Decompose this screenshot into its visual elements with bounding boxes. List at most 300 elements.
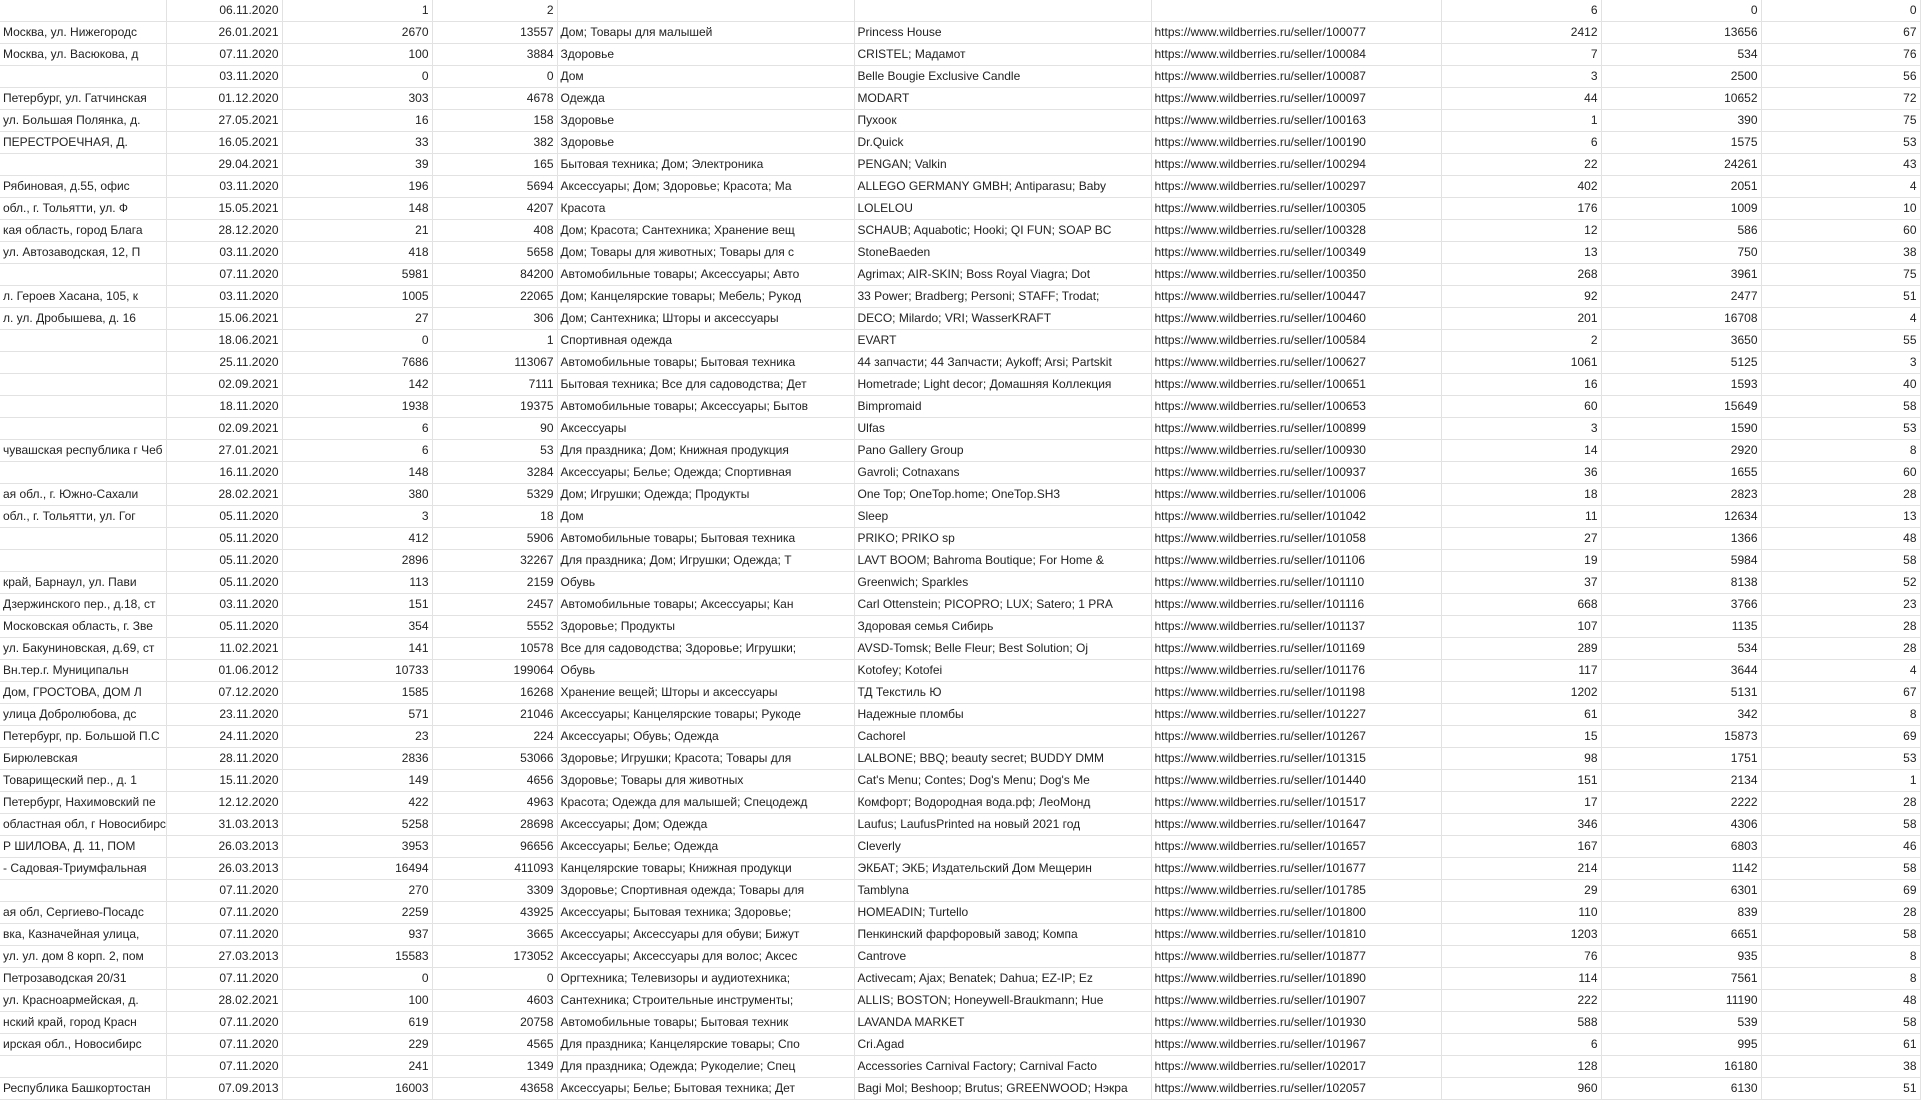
cell-count-a[interactable]: 354: [282, 616, 432, 638]
cell-date[interactable]: 25.11.2020: [166, 352, 282, 374]
cell-brands[interactable]: Sleep: [854, 506, 1151, 528]
cell-metric-2[interactable]: 5131: [1601, 682, 1761, 704]
cell-count-a[interactable]: 1005: [282, 286, 432, 308]
cell-count-b[interactable]: 1: [432, 330, 557, 352]
cell-seller-url[interactable]: https://www.wildberries.ru/seller/101907: [1151, 990, 1441, 1012]
cell-seller-url[interactable]: https://www.wildberries.ru/seller/101517: [1151, 792, 1441, 814]
cell-metric-2[interactable]: 5984: [1601, 550, 1761, 572]
cell-categories[interactable]: Для праздника; Дом; Игрушки; Одежда; Т: [557, 550, 854, 572]
cell-brands[interactable]: LAVANDA MARKET: [854, 1012, 1151, 1034]
cell-seller-url[interactable]: https://www.wildberries.ru/seller/102057: [1151, 1078, 1441, 1100]
cell-metric-1[interactable]: 402: [1441, 176, 1601, 198]
cell-metric-2[interactable]: 13656: [1601, 22, 1761, 44]
cell-categories[interactable]: Дом: [557, 66, 854, 88]
cell-seller-url[interactable]: https://www.wildberries.ru/seller/100294: [1151, 154, 1441, 176]
cell-address[interactable]: Р ШИЛОВА, Д. 11, ПОМ: [0, 836, 166, 858]
cell-metric-3[interactable]: 58: [1761, 550, 1920, 572]
cell-address[interactable]: Петрозаводская 20/31: [0, 968, 166, 990]
cell-seller-url[interactable]: https://www.wildberries.ru/seller/100899: [1151, 418, 1441, 440]
cell-count-a[interactable]: 148: [282, 198, 432, 220]
cell-categories[interactable]: Обувь: [557, 572, 854, 594]
cell-seller-url[interactable]: https://www.wildberries.ru/seller/100460: [1151, 308, 1441, 330]
cell-count-a[interactable]: 418: [282, 242, 432, 264]
cell-metric-1[interactable]: 3: [1441, 66, 1601, 88]
cell-metric-3[interactable]: 28: [1761, 792, 1920, 814]
cell-seller-url[interactable]: https://www.wildberries.ru/seller/101042: [1151, 506, 1441, 528]
cell-count-b[interactable]: 3284: [432, 462, 557, 484]
cell-seller-url[interactable]: https://www.wildberries.ru/seller/101647: [1151, 814, 1441, 836]
cell-metric-3[interactable]: 4: [1761, 308, 1920, 330]
cell-address[interactable]: обл., г. Тольятти, ул. Ф: [0, 198, 166, 220]
cell-count-b[interactable]: 16268: [432, 682, 557, 704]
cell-address[interactable]: [0, 462, 166, 484]
cell-metric-1[interactable]: 29: [1441, 880, 1601, 902]
cell-address[interactable]: Петербург, ул. Гатчинская: [0, 88, 166, 110]
cell-metric-2[interactable]: 12634: [1601, 506, 1761, 528]
cell-metric-1[interactable]: 11: [1441, 506, 1601, 528]
cell-seller-url[interactable]: https://www.wildberries.ru/seller/100350: [1151, 264, 1441, 286]
cell-metric-3[interactable]: 60: [1761, 462, 1920, 484]
cell-date[interactable]: 27.01.2021: [166, 440, 282, 462]
cell-seller-url[interactable]: https://www.wildberries.ru/seller/100077: [1151, 22, 1441, 44]
cell-categories[interactable]: Здоровье: [557, 110, 854, 132]
cell-metric-2[interactable]: 1135: [1601, 616, 1761, 638]
cell-brands[interactable]: Gavroli; Cotnaxans: [854, 462, 1151, 484]
cell-seller-url[interactable]: https://www.wildberries.ru/seller/101890: [1151, 968, 1441, 990]
cell-seller-url[interactable]: https://www.wildberries.ru/seller/101110: [1151, 572, 1441, 594]
cell-metric-3[interactable]: 53: [1761, 418, 1920, 440]
cell-metric-2[interactable]: 6130: [1601, 1078, 1761, 1100]
cell-count-b[interactable]: 5694: [432, 176, 557, 198]
cell-date[interactable]: 02.09.2021: [166, 374, 282, 396]
cell-metric-2[interactable]: 1009: [1601, 198, 1761, 220]
cell-brands[interactable]: Greenwich; Sparkles: [854, 572, 1151, 594]
cell-brands[interactable]: MODART: [854, 88, 1151, 110]
cell-brands[interactable]: SCHAUB; Aquabotic; Hooki; QI FUN; SOAP BC: [854, 220, 1151, 242]
cell-metric-3[interactable]: 69: [1761, 880, 1920, 902]
cell-date[interactable]: 07.11.2020: [166, 1056, 282, 1078]
cell-metric-1[interactable]: 201: [1441, 308, 1601, 330]
cell-categories[interactable]: Одежда: [557, 88, 854, 110]
cell-metric-2[interactable]: 15873: [1601, 726, 1761, 748]
cell-brands[interactable]: Cantrove: [854, 946, 1151, 968]
cell-categories[interactable]: Дом; Сантехника; Шторы и аксессуары: [557, 308, 854, 330]
cell-count-a[interactable]: 1938: [282, 396, 432, 418]
cell-count-b[interactable]: 3665: [432, 924, 557, 946]
cell-metric-3[interactable]: 40: [1761, 374, 1920, 396]
cell-address[interactable]: Петербург, Нахимовский пе: [0, 792, 166, 814]
cell-seller-url[interactable]: https://www.wildberries.ru/seller/100084: [1151, 44, 1441, 66]
cell-date[interactable]: 28.02.2021: [166, 990, 282, 1012]
cell-metric-1[interactable]: 268: [1441, 264, 1601, 286]
cell-categories[interactable]: [557, 0, 854, 22]
cell-metric-1[interactable]: 3: [1441, 418, 1601, 440]
cell-metric-1[interactable]: 44: [1441, 88, 1601, 110]
cell-count-b[interactable]: 84200: [432, 264, 557, 286]
cell-date[interactable]: 31.03.2013: [166, 814, 282, 836]
cell-categories[interactable]: Дом; Канцелярские товары; Мебель; Рукод: [557, 286, 854, 308]
cell-count-b[interactable]: 10578: [432, 638, 557, 660]
cell-metric-1[interactable]: 222: [1441, 990, 1601, 1012]
cell-metric-3[interactable]: 75: [1761, 110, 1920, 132]
cell-count-a[interactable]: 0: [282, 330, 432, 352]
cell-address[interactable]: Московская область, г. Зве: [0, 616, 166, 638]
cell-metric-3[interactable]: 46: [1761, 836, 1920, 858]
cell-metric-3[interactable]: 28: [1761, 638, 1920, 660]
cell-count-a[interactable]: 15583: [282, 946, 432, 968]
cell-metric-2[interactable]: 16180: [1601, 1056, 1761, 1078]
cell-address[interactable]: ая обл, Сергиево-Посадс: [0, 902, 166, 924]
cell-metric-3[interactable]: 55: [1761, 330, 1920, 352]
cell-metric-1[interactable]: 668: [1441, 594, 1601, 616]
cell-brands[interactable]: Cleverly: [854, 836, 1151, 858]
cell-metric-1[interactable]: 14: [1441, 440, 1601, 462]
cell-metric-3[interactable]: 3: [1761, 352, 1920, 374]
cell-count-b[interactable]: 5906: [432, 528, 557, 550]
cell-count-a[interactable]: 196: [282, 176, 432, 198]
cell-address[interactable]: Москва, ул. Васюкова, д: [0, 44, 166, 66]
cell-metric-2[interactable]: 6651: [1601, 924, 1761, 946]
cell-address[interactable]: ул. Автозаводская, 12, П: [0, 242, 166, 264]
cell-categories[interactable]: Для праздника; Канцелярские товары; Спо: [557, 1034, 854, 1056]
cell-metric-2[interactable]: 586: [1601, 220, 1761, 242]
cell-count-a[interactable]: 21: [282, 220, 432, 242]
cell-date[interactable]: 03.11.2020: [166, 286, 282, 308]
cell-categories[interactable]: Дом; Красота; Сантехника; Хранение вещ: [557, 220, 854, 242]
cell-count-a[interactable]: 3: [282, 506, 432, 528]
cell-metric-1[interactable]: 110: [1441, 902, 1601, 924]
cell-count-b[interactable]: 158: [432, 110, 557, 132]
cell-metric-2[interactable]: 15649: [1601, 396, 1761, 418]
cell-metric-2[interactable]: 2222: [1601, 792, 1761, 814]
cell-count-b[interactable]: 4678: [432, 88, 557, 110]
cell-metric-3[interactable]: 38: [1761, 242, 1920, 264]
cell-metric-3[interactable]: 13: [1761, 506, 1920, 528]
cell-metric-3[interactable]: 58: [1761, 924, 1920, 946]
cell-categories[interactable]: Спортивная одежда: [557, 330, 854, 352]
cell-metric-2[interactable]: 24261: [1601, 154, 1761, 176]
cell-seller-url[interactable]: https://www.wildberries.ru/seller/101930: [1151, 1012, 1441, 1034]
cell-count-a[interactable]: 151: [282, 594, 432, 616]
cell-date[interactable]: 07.11.2020: [166, 1012, 282, 1034]
cell-categories[interactable]: Автомобильные товары; Аксессуары; Бытов: [557, 396, 854, 418]
cell-seller-url[interactable]: https://www.wildberries.ru/seller/101169: [1151, 638, 1441, 660]
cell-categories[interactable]: Красота: [557, 198, 854, 220]
cell-brands[interactable]: CRISTEL; Мадамот: [854, 44, 1151, 66]
cell-count-a[interactable]: 0: [282, 66, 432, 88]
cell-address[interactable]: [0, 418, 166, 440]
cell-categories[interactable]: Аксессуары; Дом; Здоровье; Красота; Ма: [557, 176, 854, 198]
cell-metric-2[interactable]: 7561: [1601, 968, 1761, 990]
cell-address[interactable]: Дзержинского пер., д.18, ст: [0, 594, 166, 616]
cell-date[interactable]: 28.12.2020: [166, 220, 282, 242]
cell-count-a[interactable]: 5258: [282, 814, 432, 836]
cell-seller-url[interactable]: https://www.wildberries.ru/seller/100651: [1151, 374, 1441, 396]
cell-count-b[interactable]: 411093: [432, 858, 557, 880]
cell-seller-url[interactable]: https://www.wildberries.ru/seller/100349: [1151, 242, 1441, 264]
cell-seller-url[interactable]: https://www.wildberries.ru/seller/101440: [1151, 770, 1441, 792]
cell-date[interactable]: 27.03.2013: [166, 946, 282, 968]
cell-count-a[interactable]: 7686: [282, 352, 432, 374]
cell-date[interactable]: 15.11.2020: [166, 770, 282, 792]
cell-brands[interactable]: StoneBaeden: [854, 242, 1151, 264]
cell-count-b[interactable]: 13557: [432, 22, 557, 44]
cell-brands[interactable]: Cachorel: [854, 726, 1151, 748]
cell-seller-url[interactable]: https://www.wildberries.ru/seller/100190: [1151, 132, 1441, 154]
cell-date[interactable]: 05.11.2020: [166, 528, 282, 550]
cell-count-b[interactable]: 21046: [432, 704, 557, 726]
cell-count-a[interactable]: 270: [282, 880, 432, 902]
cell-metric-3[interactable]: 4: [1761, 176, 1920, 198]
cell-count-a[interactable]: 39: [282, 154, 432, 176]
cell-categories[interactable]: Бытовая техника; Все для садоводства; Дет: [557, 374, 854, 396]
cell-metric-2[interactable]: 3644: [1601, 660, 1761, 682]
cell-count-a[interactable]: 5981: [282, 264, 432, 286]
cell-metric-1[interactable]: 289: [1441, 638, 1601, 660]
cell-address[interactable]: областная обл, г Новосибирс: [0, 814, 166, 836]
cell-seller-url[interactable]: https://www.wildberries.ru/seller/100097: [1151, 88, 1441, 110]
cell-categories[interactable]: Здоровье; Игрушки; Красота; Товары для: [557, 748, 854, 770]
cell-date[interactable]: 15.06.2021: [166, 308, 282, 330]
cell-metric-3[interactable]: 28: [1761, 902, 1920, 924]
cell-count-a[interactable]: 100: [282, 990, 432, 1012]
cell-metric-2[interactable]: 0: [1601, 0, 1761, 22]
cell-brands[interactable]: LOLELOU: [854, 198, 1151, 220]
cell-metric-2[interactable]: 11190: [1601, 990, 1761, 1012]
cell-metric-2[interactable]: 6803: [1601, 836, 1761, 858]
cell-seller-url[interactable]: https://www.wildberries.ru/seller/100328: [1151, 220, 1441, 242]
cell-metric-2[interactable]: 1590: [1601, 418, 1761, 440]
cell-count-a[interactable]: 2896: [282, 550, 432, 572]
cell-metric-3[interactable]: 43: [1761, 154, 1920, 176]
cell-date[interactable]: 18.11.2020: [166, 396, 282, 418]
cell-metric-3[interactable]: 53: [1761, 748, 1920, 770]
cell-seller-url[interactable]: https://www.wildberries.ru/seller/100937: [1151, 462, 1441, 484]
cell-count-a[interactable]: 3953: [282, 836, 432, 858]
cell-count-a[interactable]: 113: [282, 572, 432, 594]
cell-address[interactable]: [0, 396, 166, 418]
cell-seller-url[interactable]: https://www.wildberries.ru/seller/100297: [1151, 176, 1441, 198]
cell-date[interactable]: 03.11.2020: [166, 66, 282, 88]
cell-seller-url[interactable]: https://www.wildberries.ru/seller/101198: [1151, 682, 1441, 704]
cell-seller-url[interactable]: https://www.wildberries.ru/seller/100087: [1151, 66, 1441, 88]
cell-metric-1[interactable]: 27: [1441, 528, 1601, 550]
cell-metric-2[interactable]: 2500: [1601, 66, 1761, 88]
cell-count-b[interactable]: 20758: [432, 1012, 557, 1034]
cell-seller-url[interactable]: https://www.wildberries.ru/seller/101800: [1151, 902, 1441, 924]
cell-categories[interactable]: Аксессуары; Канцелярские товары; Рукоде: [557, 704, 854, 726]
cell-brands[interactable]: 33 Power; Bradberg; Personi; STAFF; Trodat;: [854, 286, 1151, 308]
cell-categories[interactable]: Канцелярские товары; Книжная продукци: [557, 858, 854, 880]
cell-seller-url[interactable]: https://www.wildberries.ru/seller/100653: [1151, 396, 1441, 418]
cell-metric-1[interactable]: 76: [1441, 946, 1601, 968]
cell-date[interactable]: 28.02.2021: [166, 484, 282, 506]
cell-brands[interactable]: Здоровая семья Сибирь: [854, 616, 1151, 638]
cell-metric-1[interactable]: 346: [1441, 814, 1601, 836]
cell-metric-1[interactable]: 92: [1441, 286, 1601, 308]
cell-metric-1[interactable]: 214: [1441, 858, 1601, 880]
cell-metric-2[interactable]: 2051: [1601, 176, 1761, 198]
cell-metric-1[interactable]: 6: [1441, 132, 1601, 154]
cell-metric-1[interactable]: 167: [1441, 836, 1601, 858]
cell-date[interactable]: 07.09.2013: [166, 1078, 282, 1100]
cell-address[interactable]: [0, 154, 166, 176]
cell-count-b[interactable]: 4565: [432, 1034, 557, 1056]
cell-brands[interactable]: Hometrade; Light decor; Домашняя Коллекция: [854, 374, 1151, 396]
cell-address[interactable]: [0, 264, 166, 286]
cell-count-b[interactable]: 224: [432, 726, 557, 748]
cell-seller-url[interactable]: https://www.wildberries.ru/seller/101677: [1151, 858, 1441, 880]
cell-categories[interactable]: Бытовая техника; Дом; Электроника: [557, 154, 854, 176]
cell-brands[interactable]: ЭКБАТ; ЭКБ; Издательский Дом Мещерин: [854, 858, 1151, 880]
cell-count-b[interactable]: 2: [432, 0, 557, 22]
cell-metric-3[interactable]: 52: [1761, 572, 1920, 594]
cell-seller-url[interactable]: https://www.wildberries.ru/seller/100584: [1151, 330, 1441, 352]
cell-count-b[interactable]: 53: [432, 440, 557, 462]
cell-address[interactable]: [0, 330, 166, 352]
cell-count-a[interactable]: 571: [282, 704, 432, 726]
cell-count-a[interactable]: 16494: [282, 858, 432, 880]
cell-brands[interactable]: ТД Текстиль Ю: [854, 682, 1151, 704]
cell-brands[interactable]: [854, 0, 1151, 22]
cell-brands[interactable]: ALLIS; BOSTON; Honeywell-Braukmann; Hue: [854, 990, 1151, 1012]
cell-metric-3[interactable]: 67: [1761, 682, 1920, 704]
cell-count-b[interactable]: 18: [432, 506, 557, 528]
cell-metric-3[interactable]: 48: [1761, 990, 1920, 1012]
cell-brands[interactable]: HOMEADIN; Turtello: [854, 902, 1151, 924]
cell-brands[interactable]: Ulfas: [854, 418, 1151, 440]
cell-metric-3[interactable]: 1: [1761, 770, 1920, 792]
cell-metric-3[interactable]: 23: [1761, 594, 1920, 616]
cell-brands[interactable]: 44 запчасти; 44 Запчасти; Aykoff; Arsi; Partskit: [854, 352, 1151, 374]
cell-address[interactable]: [0, 528, 166, 550]
cell-seller-url[interactable]: https://www.wildberries.ru/seller/101176: [1151, 660, 1441, 682]
cell-metric-3[interactable]: 28: [1761, 484, 1920, 506]
cell-count-b[interactable]: 19375: [432, 396, 557, 418]
cell-categories[interactable]: Аксессуары: [557, 418, 854, 440]
cell-count-b[interactable]: 0: [432, 66, 557, 88]
cell-count-a[interactable]: 27: [282, 308, 432, 330]
cell-metric-3[interactable]: 8: [1761, 704, 1920, 726]
cell-metric-2[interactable]: 534: [1601, 44, 1761, 66]
cell-address[interactable]: обл., г. Тольятти, ул. Гог: [0, 506, 166, 528]
cell-metric-1[interactable]: 7: [1441, 44, 1601, 66]
cell-address[interactable]: л. ул. Дробышева, д. 16: [0, 308, 166, 330]
cell-metric-2[interactable]: 1655: [1601, 462, 1761, 484]
cell-count-b[interactable]: 165: [432, 154, 557, 176]
cell-metric-1[interactable]: 60: [1441, 396, 1601, 418]
cell-metric-2[interactable]: 8138: [1601, 572, 1761, 594]
cell-categories[interactable]: Аксессуары; Белье; Бытовая техника; Дет: [557, 1078, 854, 1100]
cell-count-b[interactable]: 306: [432, 308, 557, 330]
cell-count-b[interactable]: 4603: [432, 990, 557, 1012]
cell-metric-3[interactable]: 58: [1761, 814, 1920, 836]
cell-brands[interactable]: Cri.Agad: [854, 1034, 1151, 1056]
cell-address[interactable]: вка, Казначейная улица,: [0, 924, 166, 946]
cell-count-a[interactable]: 1: [282, 0, 432, 22]
cell-seller-url[interactable]: https://www.wildberries.ru/seller/101810: [1151, 924, 1441, 946]
cell-metric-3[interactable]: 8: [1761, 946, 1920, 968]
cell-metric-2[interactable]: 6301: [1601, 880, 1761, 902]
cell-count-a[interactable]: 149: [282, 770, 432, 792]
cell-categories[interactable]: Здоровье; Продукты: [557, 616, 854, 638]
cell-categories[interactable]: Все для садоводства; Здоровье; Игрушки;: [557, 638, 854, 660]
cell-metric-3[interactable]: 0: [1761, 0, 1920, 22]
cell-date[interactable]: 12.12.2020: [166, 792, 282, 814]
cell-metric-2[interactable]: 3650: [1601, 330, 1761, 352]
cell-seller-url[interactable]: https://www.wildberries.ru/seller/101137: [1151, 616, 1441, 638]
cell-metric-1[interactable]: 15: [1441, 726, 1601, 748]
cell-date[interactable]: 07.11.2020: [166, 968, 282, 990]
cell-count-b[interactable]: 1349: [432, 1056, 557, 1078]
cell-metric-3[interactable]: 60: [1761, 220, 1920, 242]
cell-metric-3[interactable]: 38: [1761, 1056, 1920, 1078]
cell-count-a[interactable]: 0: [282, 968, 432, 990]
cell-brands[interactable]: Pano Gallery Group: [854, 440, 1151, 462]
cell-metric-1[interactable]: 2: [1441, 330, 1601, 352]
cell-count-a[interactable]: 100: [282, 44, 432, 66]
cell-categories[interactable]: Аксессуары; Обувь; Одежда: [557, 726, 854, 748]
cell-metric-3[interactable]: 8: [1761, 440, 1920, 462]
cell-count-b[interactable]: 199064: [432, 660, 557, 682]
cell-address[interactable]: ул. Большая Полянка, д.: [0, 110, 166, 132]
cell-address[interactable]: [0, 352, 166, 374]
cell-count-a[interactable]: 33: [282, 132, 432, 154]
cell-date[interactable]: 24.11.2020: [166, 726, 282, 748]
cell-count-a[interactable]: 241: [282, 1056, 432, 1078]
cell-address[interactable]: Петербург, пр. Большой П.С: [0, 726, 166, 748]
cell-seller-url[interactable]: https://www.wildberries.ru/seller/101116: [1151, 594, 1441, 616]
cell-address[interactable]: л. Героев Хасана, 105, к: [0, 286, 166, 308]
cell-categories[interactable]: Дом; Игрушки; Одежда; Продукты: [557, 484, 854, 506]
cell-metric-1[interactable]: 2412: [1441, 22, 1601, 44]
cell-count-b[interactable]: 5329: [432, 484, 557, 506]
cell-metric-2[interactable]: 2823: [1601, 484, 1761, 506]
cell-metric-3[interactable]: 51: [1761, 286, 1920, 308]
cell-seller-url[interactable]: https://www.wildberries.ru/seller/100627: [1151, 352, 1441, 374]
cell-categories[interactable]: Автомобильные товары; Бытовая техник: [557, 1012, 854, 1034]
cell-categories[interactable]: Здоровье: [557, 132, 854, 154]
cell-metric-3[interactable]: 72: [1761, 88, 1920, 110]
cell-metric-1[interactable]: 960: [1441, 1078, 1601, 1100]
cell-date[interactable]: 02.09.2021: [166, 418, 282, 440]
cell-metric-1[interactable]: 13: [1441, 242, 1601, 264]
cell-metric-2[interactable]: 2477: [1601, 286, 1761, 308]
cell-address[interactable]: [0, 0, 166, 22]
cell-date[interactable]: 03.11.2020: [166, 594, 282, 616]
cell-date[interactable]: 26.03.2013: [166, 858, 282, 880]
cell-metric-2[interactable]: 534: [1601, 638, 1761, 660]
cell-brands[interactable]: Bagi Mol; Beshoop; Brutus; GREENWOOD; Нэкра: [854, 1078, 1151, 1100]
cell-address[interactable]: ул. Красноармейская, д.: [0, 990, 166, 1012]
cell-count-b[interactable]: 2457: [432, 594, 557, 616]
cell-date[interactable]: 15.05.2021: [166, 198, 282, 220]
cell-brands[interactable]: EVART: [854, 330, 1151, 352]
cell-brands[interactable]: Пухоок: [854, 110, 1151, 132]
cell-seller-url[interactable]: https://www.wildberries.ru/seller/102017: [1151, 1056, 1441, 1078]
cell-metric-3[interactable]: 58: [1761, 858, 1920, 880]
cell-categories[interactable]: Автомобильные товары; Бытовая техника: [557, 352, 854, 374]
cell-count-b[interactable]: 22065: [432, 286, 557, 308]
cell-categories[interactable]: Автомобильные товары; Бытовая техника: [557, 528, 854, 550]
cell-metric-3[interactable]: 56: [1761, 66, 1920, 88]
cell-categories[interactable]: Сантехника; Строительные инструменты;: [557, 990, 854, 1012]
cell-date[interactable]: 11.02.2021: [166, 638, 282, 660]
cell-categories[interactable]: Обувь: [557, 660, 854, 682]
cell-count-b[interactable]: 2159: [432, 572, 557, 594]
cell-address[interactable]: Бирюлевская: [0, 748, 166, 770]
cell-categories[interactable]: Дом; Товары для животных; Товары для с: [557, 242, 854, 264]
